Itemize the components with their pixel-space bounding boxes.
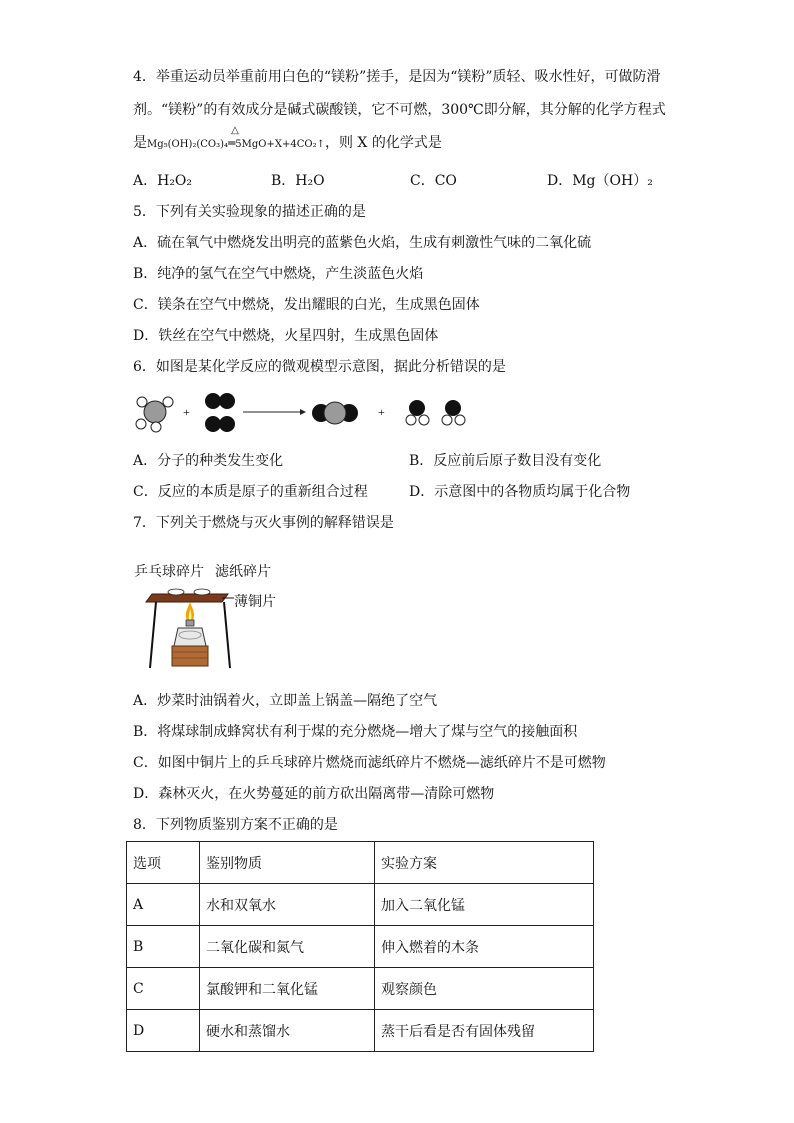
- row-d-substances: 硬水和蒸馏水: [200, 1010, 375, 1052]
- header-method: 实验方案: [375, 842, 594, 884]
- q6-options-row-1: [133, 451, 653, 471]
- row-b-option: B: [127, 926, 200, 968]
- q6-option-a[interactable]: A．分子的种类发生变化: [133, 453, 284, 469]
- row-c-substances: 氯酸钾和二氧化锰: [200, 968, 375, 1010]
- q4-eq-arrow: △ ═: [228, 133, 235, 153]
- table-row: [127, 1010, 594, 1052]
- reaction-arrow: [243, 409, 306, 415]
- product-molecule-2: [406, 400, 465, 425]
- q4-option-d[interactable]: D．Mg（OH）₂: [547, 173, 653, 189]
- q6-option-d[interactable]: D．示意图中的各物质均属于化合物: [409, 484, 631, 500]
- row-d-option: D: [127, 1010, 200, 1052]
- row-c-method: 观察颜色: [375, 968, 594, 1010]
- q4-eq-prefix: 是: [133, 135, 147, 151]
- q4-eq-suffix: ，则 X 的化学式是: [324, 135, 442, 151]
- table-row: [127, 968, 594, 1010]
- row-a-method: 加入二氧化锰: [375, 884, 594, 926]
- q5-stem: 5．下列有关实验现象的描述正确的是: [133, 204, 366, 220]
- q6-option-b[interactable]: B．反应前后原子数目没有变化: [409, 453, 602, 469]
- table-header-row: [127, 842, 594, 884]
- q4-option-a[interactable]: A．H₂O₂: [133, 173, 193, 189]
- combustion-experiment-figure: [140, 580, 240, 672]
- q7-option-d[interactable]: D．森林灭火，在火势蔓延的前方砍出隔离带—清除可燃物: [133, 786, 495, 802]
- row-a-option: A: [127, 884, 200, 926]
- q4-options: [133, 171, 693, 191]
- label-copper-sheet: 薄铜片: [234, 594, 276, 610]
- product-molecule-1: [312, 402, 358, 424]
- q4-line-1: 4．举重运动员举重前用白色的“镁粉”搓手，是因为“镁粉”质轻、吸水性好，可做防滑: [133, 69, 661, 85]
- q4-eq-reactant: Mg₅(OH)₂(CO₃)₄: [147, 139, 229, 150]
- plus-sign-1: +: [183, 405, 190, 419]
- row-c-option: C: [127, 968, 200, 1010]
- q4-option-c[interactable]: C．CO: [410, 173, 457, 189]
- table-row: [127, 884, 594, 926]
- reactant-molecule-2: [205, 393, 235, 432]
- q7-stem: 7．下列关于燃烧与灭火事例的解释错误是: [133, 515, 394, 531]
- heat-symbol: △: [231, 125, 239, 136]
- q6-stem: 6．如图是某化学反应的微观模型示意图，据此分析错误的是: [133, 359, 506, 375]
- q4-option-b[interactable]: B．H₂O: [271, 173, 325, 189]
- q8-stem: 8．下列物质鉴别方案不正确的是: [133, 817, 338, 833]
- q5-option-d[interactable]: D．铁丝在空气中燃烧，火星四射，生成黑色固体: [133, 328, 439, 344]
- q4-line-2: 剂。“镁粉”的有效成分是碱式碳酸镁，它不可燃，300℃即分解，其分解的化学方程式: [133, 102, 666, 118]
- row-a-substances: 水和双氧水: [200, 884, 375, 926]
- header-option: 选项: [127, 842, 200, 884]
- row-d-method: 蒸干后看是否有固体残留: [375, 1010, 594, 1052]
- q5-option-b[interactable]: B．纯净的氢气在空气中燃烧，产生淡蓝色火焰: [133, 266, 424, 282]
- q4-eq-product: 5MgO+X+4CO₂↑: [235, 139, 325, 150]
- table-row: [127, 926, 594, 968]
- q7-option-a[interactable]: A．炒菜时油锅着火，立即盖上锅盖—隔绝了空气: [133, 693, 438, 709]
- label-pingpong-fragment: 乒乓球碎片: [134, 564, 204, 580]
- q5-option-a[interactable]: A．硫在氧气中燃烧发出明亮的蓝紫色火焰，生成有刺激性气味的二氧化硫: [133, 235, 592, 251]
- q6-options-row-2: [133, 482, 653, 502]
- reaction-model-diagram: [130, 388, 470, 436]
- label-filter-paper-fragment: 滤纸碎片: [215, 564, 271, 580]
- reactant-molecule-1: [136, 397, 173, 432]
- q7-option-c[interactable]: C．如图中铜片上的乒乓球碎片燃烧而滤纸碎片不燃烧—滤纸碎片不是可燃物: [133, 755, 606, 771]
- q7-option-b[interactable]: B．将煤球制成蜂窝状有利于煤的充分燃烧—增大了煤与空气的接触面积: [133, 724, 578, 740]
- identification-table: [126, 841, 594, 1052]
- q4-equation-line: [133, 125, 442, 155]
- plus-sign-2: +: [378, 405, 385, 419]
- q6-option-c[interactable]: C．反应的本质是原子的重新组合过程: [133, 484, 368, 500]
- row-b-method: 伸入燃着的木条: [375, 926, 594, 968]
- q5-option-c[interactable]: C．镁条在空气中燃烧，发出耀眼的白光，生成黑色固体: [133, 297, 480, 313]
- header-substances: 鉴别物质: [200, 842, 375, 884]
- row-b-substances: 二氧化碳和氮气: [200, 926, 375, 968]
